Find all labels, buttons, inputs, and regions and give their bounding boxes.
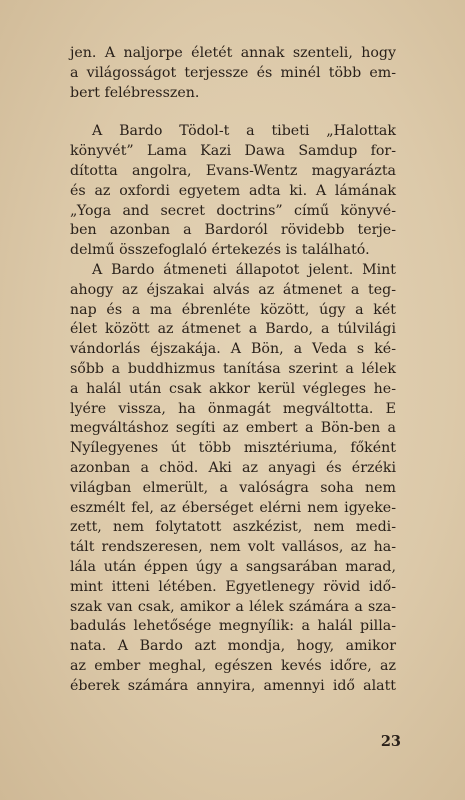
- paragraph: [70, 122, 396, 261]
- text-line: könyvét” Lama Kazi Dawa Samdup for-: [70, 143, 396, 160]
- text-line: vándorlás éjszakája. A Bön, a Veda s ké-: [70, 341, 396, 358]
- text-line: az ember meghal, egészen kevés időre, az: [70, 657, 396, 674]
- text-line: mint itteni létében. Egyetlenegy rövid idő-: [70, 578, 396, 595]
- text-line: éberek számára annyira, amennyi idő alatt: [70, 677, 396, 694]
- text-line: A Bardo átmeneti állapotot jelent. Mint: [92, 261, 396, 278]
- text-line: nap és a ma ébrenléte között, úgy a két: [70, 301, 396, 318]
- text-line: sőbb a buddhizmus tanítása szerint a lélek: [70, 360, 396, 377]
- text-line: zett, nem folytatott aszkézist, nem medi-: [70, 519, 396, 536]
- paragraph: [70, 44, 396, 103]
- text-line: a világosságot terjessze és minél több em-: [70, 64, 396, 81]
- text-line: azonban a chöd. Aki az anyagi és érzéki: [70, 459, 396, 476]
- text-line: dította angolra, Evans-Wentz magyarázta: [70, 162, 396, 179]
- text-line: és az oxfordi egyetem adta ki. A lámának: [70, 182, 396, 199]
- text-line: „Yoga and secret doctrins” című könyvé-: [70, 202, 396, 219]
- text-line: eszmélt fel, az éberséget elérni nem igyeke-: [70, 499, 396, 516]
- text-line: tált rendszeresen, nem volt vallásos, az ha-: [70, 539, 396, 556]
- text-line: ahogy az éjszakai alvás az átmenet a teg-: [70, 281, 396, 298]
- text-line: bert felébresszen.: [70, 84, 200, 101]
- paragraph-gap: [70, 103, 396, 122]
- text-line: megváltáshoz segíti az embert a Bön-ben a: [70, 420, 396, 437]
- page-number: 23: [380, 733, 401, 750]
- text-line: szak van csak, amikor a lélek számára a sza-: [70, 598, 396, 615]
- text-line: Nyílegyenes út több misztériuma, főként: [70, 440, 396, 457]
- text-line: A Bardo Tödol-t a tibeti „Halottak: [92, 123, 396, 140]
- paragraph: [70, 261, 396, 697]
- text-line: élet között az átmenet a Bardo, a túlvilági: [70, 321, 396, 338]
- text-line: világban elmerült, a valóságra soha nem: [70, 479, 396, 496]
- text-line: lála után éppen úgy a sangsarában marad,: [70, 558, 396, 575]
- text-line: nata. A Bardo azt mondja, hogy, amikor: [70, 638, 396, 655]
- text-line: lyére vissza, ha önmagát megváltotta. E: [70, 400, 396, 417]
- text-line: delmű összefoglaló értekezés is található.: [70, 242, 370, 259]
- text-line: jen. A naljorpe életét annak szenteli, hogy: [70, 45, 396, 61]
- text-line: ben azonban a Bardoról rövidebb terje-: [70, 222, 396, 239]
- text-line: badulás lehetősége megnyílik: a halál pilla-: [70, 618, 396, 635]
- body-text: [70, 44, 396, 697]
- text-line: a halál után csak akkor kerül végleges he-: [70, 380, 396, 397]
